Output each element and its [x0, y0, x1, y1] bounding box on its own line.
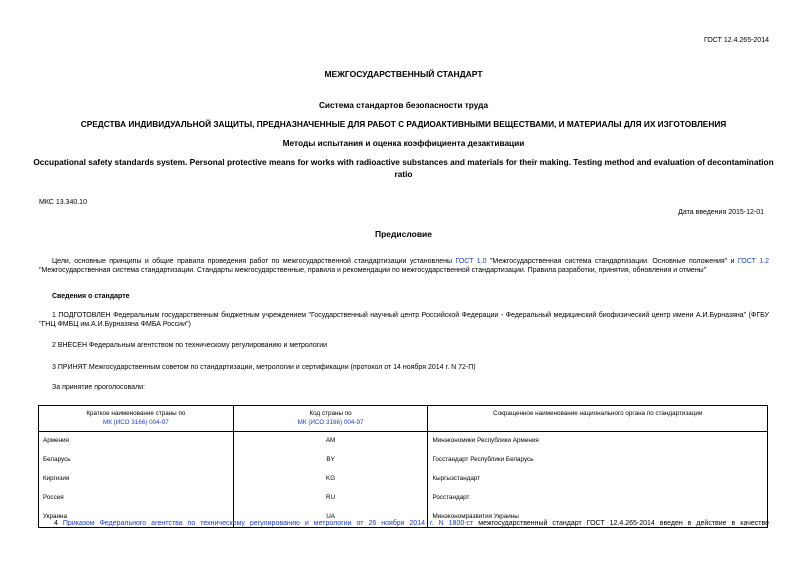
cell-body: Минэкономразвития Украины: [428, 508, 768, 528]
cell-country: Россия: [39, 489, 234, 508]
standard-type-title: МЕЖГОСУДАРСТВЕННЫЙ СТАНДАРТ: [324, 69, 483, 79]
system-title: Система стандартов безопасности труда: [318, 100, 489, 110]
cell-code: RU: [233, 489, 428, 508]
column-header-body: Сокращенное наименование национального органа по стандартизации: [428, 406, 768, 432]
foreword-item-4: [54, 519, 769, 528]
p1-text-b: "Межгосударственная система стандартизации. Основные положения" и: [486, 258, 738, 265]
cell-country: Беларусь: [39, 451, 234, 470]
p1-text-a: Цели, основные принципы и общие правила проведения работ по межгосударственной стандартизации установлены: [52, 258, 456, 265]
methods-title: Методы испытания и оценка коэффициента дезактивации: [282, 138, 525, 148]
column-header-country-text: Краткое наименование страны по: [86, 410, 186, 417]
item-4-text: межгосударственный стандарт ГОСТ 12.4.265-2014 введен в действие в качестве: [473, 520, 769, 527]
table-row: [39, 489, 768, 508]
introduction-date: Дата введения 2015-12-01: [678, 209, 764, 216]
p1-text-c: "Межгосударственная система стандартизации. Стандарты межгосударственные, правила и рекомендации по межгосударственной стандартизации. Правила разработки, принятия, обновления и отмены": [39, 267, 707, 275]
mks-code: МКС 13.340.10: [39, 199, 87, 206]
gost-1-2-link[interactable]: ГОСТ 1.2: [737, 258, 769, 265]
table-row: [39, 451, 768, 470]
item-4-number: 4: [54, 520, 63, 527]
iso-3166-link-1[interactable]: МК (ИСО 3166) 004-97: [102, 419, 169, 427]
rosstandart-order-link[interactable]: Приказом Федерального агентства по техническому регулированию и метрологии от 26 ноября 2014 г. N 1800-ст: [62, 520, 474, 527]
column-header-code-text: Код страны по: [309, 410, 352, 417]
cell-code: UA: [233, 508, 428, 528]
cell-body: Госстандарт Республики Беларусь: [428, 451, 768, 470]
cell-code: AM: [233, 431, 428, 451]
table-row: [39, 431, 768, 451]
doc-code-header: ГОСТ 12.4.265-2014: [703, 37, 769, 44]
column-header-country: [39, 406, 234, 432]
standard-info-heading: Сведения о стандарте: [52, 293, 130, 300]
foreword-item-1: [39, 311, 769, 329]
main-title: СРЕДСТВА ИНДИВИДУАЛЬНОЙ ЗАЩИТЫ, ПРЕДНАЗНАЧЕННЫЕ ДЛЯ РАБОТ С РАДИОАКТИВНЫМИ ВЕЩЕСТВАМИ, И МАТЕРИАЛЫ ДЛЯ ИХ ИЗГОТОВЛЕНИЯ: [80, 119, 727, 129]
cell-body: Минэкономики Республики Армения: [428, 431, 768, 451]
cell-country: Украина: [39, 508, 234, 528]
english-title: Occupational safety standards system. Personal protective means for works with radioactive substances and materials for their making. Testing method and evaluation of decontamination ratio: [33, 157, 774, 179]
voting-intro: За принятие проголосовали:: [52, 384, 145, 391]
table-row: [39, 470, 768, 489]
foreword-item-2: 2 ВНЕСЕН Федеральным агентством по техническому регулированию и метрологии: [52, 342, 328, 349]
iso-3166-link-2[interactable]: МК (ИСО 3166) 004-97: [297, 419, 364, 427]
column-header-code: [233, 406, 428, 432]
foreword-heading: Предисловие: [374, 229, 433, 239]
voting-countries-table: [38, 405, 768, 528]
foreword-paragraph-1: [39, 257, 769, 275]
cell-country: Киргизия: [39, 470, 234, 489]
cell-code: BY: [233, 451, 428, 470]
cell-body: Кыргызстандарт: [428, 470, 768, 489]
cell-body: Росстандарт: [428, 489, 768, 508]
gost-1-0-link[interactable]: ГОСТ 1.0: [455, 258, 487, 265]
cell-code: KG: [233, 470, 428, 489]
table-header-row: [39, 406, 768, 432]
cell-country: Армения: [39, 431, 234, 451]
foreword-item-3: 3 ПРИНЯТ Межгосударственным советом по стандартизации, метрологии и сертификации (протокол от 14 ноября 2014 г. N 72-П): [52, 364, 476, 371]
item-1-text: 1 ПОДГОТОВЛЕН Федеральным государственным бюджетным учреждением "Государственный научный центр Российской Федерации - Федеральный медицинский биофизический центр имени А.И.Бурназяна" (ФГБУ "ГНЦ ФМБЦ им.А.И.Бурназяна ФМБА России"): [39, 312, 769, 329]
